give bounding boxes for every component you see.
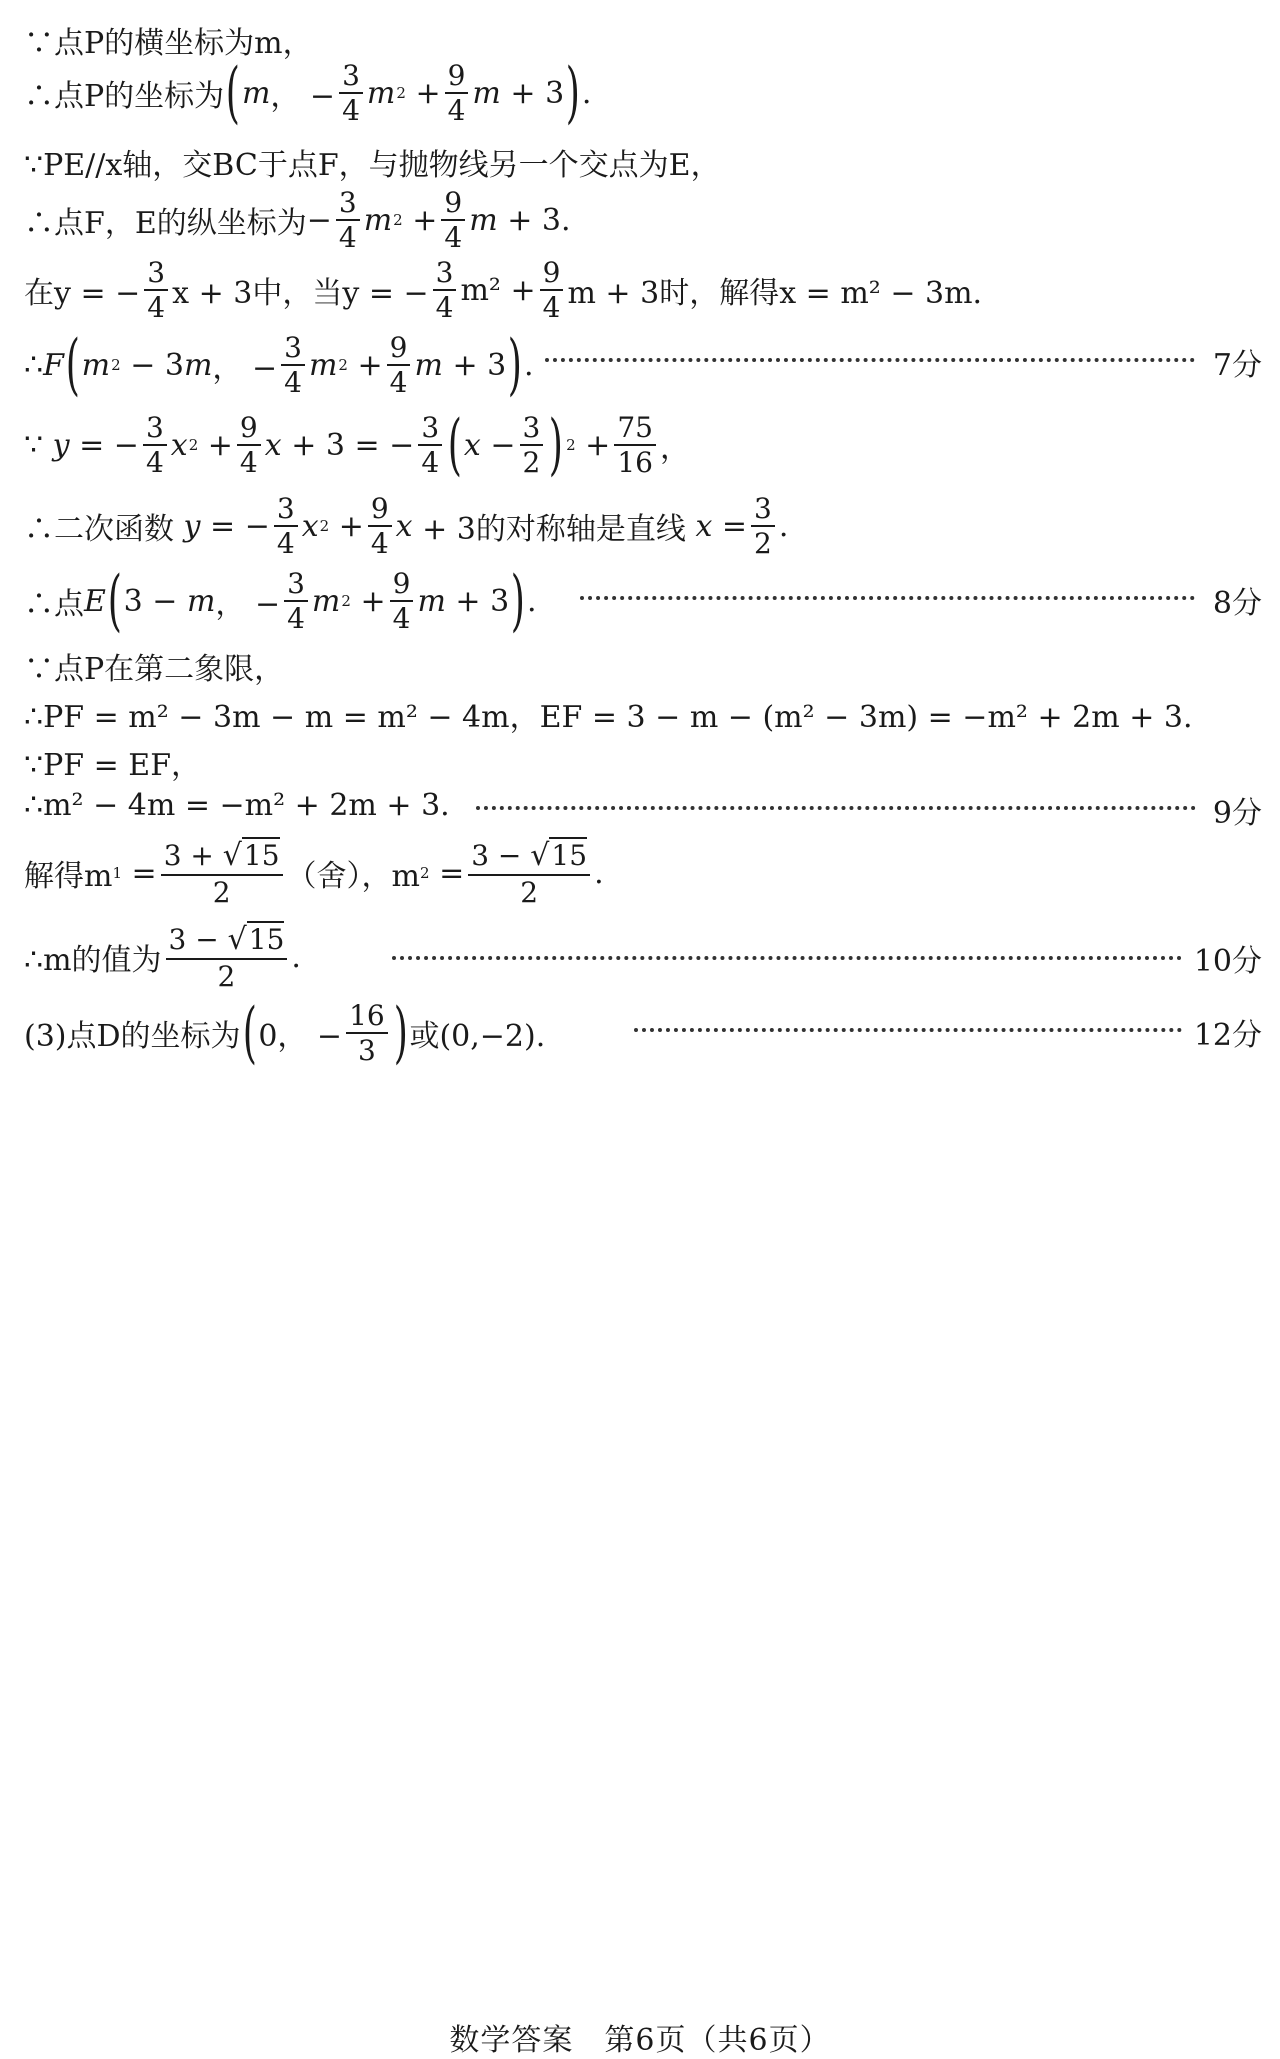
line-text: 解得m bbox=[24, 859, 113, 895]
dotted-leader bbox=[392, 956, 1182, 960]
text-line-9: ∴点 E ( 3 − m ， − $\frac{3}{4}$ m 2 + $\frac{9}{4}$ m + 3 ) . bbox=[24, 562, 537, 639]
line-text: ∴点P的坐标为 bbox=[24, 79, 225, 114]
score-label: 12分 bbox=[1193, 1018, 1262, 1053]
text-line-4: ∴点F，E的纵坐标为 − $\frac{3}{4}$ m 2 + $\frac{9}{4}$ m + 3. bbox=[24, 186, 571, 255]
line-text: ∵点P在第二象限， bbox=[24, 652, 285, 687]
line-text: x + 3中，当y = − bbox=[172, 276, 429, 312]
line-text: ∴m² − 4m = −m² + 2m + 3. bbox=[24, 788, 450, 823]
text-line-7: ∵ y = − $\frac{3}{4}$ x 2 + $\frac{9}{4}$ x + 3 = − $\frac{3}{4}$ ( x − $\frac{3}{2}$ ) 2 + $\frac{75}{16}$ ， bbox=[24, 406, 690, 483]
line-text: m² + bbox=[460, 272, 536, 308]
text-line-1 bbox=[24, 18, 313, 62]
text-line-5: 在y = − $\frac{3}{4}$ x + 3中，当y = − $\frac{3}{4}$ m² + $\frac{9}{4}$ m + 3时，解得x = m² − 3m. bbox=[24, 256, 983, 325]
text-line-11 bbox=[24, 692, 1193, 736]
text-line-2: ∴点P的坐标为 ( m ， − $\frac{3}{4}$ m 2 + $\frac{9}{4}$ m + 3 ) . bbox=[24, 54, 592, 131]
text-line-16: (3)点D的坐标为 ( 0， − $\frac{16}{3}$ ) 或(0,−2). bbox=[24, 994, 546, 1071]
line-text: ∵PF = EF， bbox=[24, 748, 202, 783]
line-text: （舍），m bbox=[286, 859, 420, 895]
line-text: ∵PE//x轴，交BC于点F，与抛物线另一个交点为E， bbox=[24, 148, 721, 183]
score-label: 8分 bbox=[1212, 586, 1262, 621]
text-line-3 bbox=[24, 140, 721, 184]
line-text: 或(0,−2). bbox=[409, 1019, 546, 1054]
line-text: ∴PF = m² − 3m − m = m² − 4m，EF = 3 − m − (m² − 3m) = −m² + 2m + 3. bbox=[24, 700, 1193, 735]
text-line-8: ∴二次函数 y = − $\frac{3}{4}$ x 2 + $\frac{9}{4}$ x + 3的对称轴是直线 x = $\frac{3}{2}$ . bbox=[24, 492, 789, 561]
dotted-leader bbox=[476, 806, 1196, 810]
text-line-6: ∴ F ( m 2 − 3 m ， − $\frac{3}{4}$ m 2 + $\frac{9}{4}$ m + 3 ) . bbox=[24, 326, 534, 403]
text-line-12 bbox=[24, 740, 201, 784]
line-text: 在y = − bbox=[24, 276, 141, 312]
line-text: ∴m的值为 bbox=[24, 943, 162, 979]
line-text: m + 3时，解得x = m² − 3m. bbox=[567, 276, 983, 312]
score-label: 7分 bbox=[1212, 348, 1262, 383]
score-label: 10分 bbox=[1193, 944, 1262, 979]
text-line-15: ∴m的值为 $\frac{3 - √15}{2}$ . bbox=[24, 922, 301, 993]
text-line-13 bbox=[24, 788, 450, 823]
dotted-leader bbox=[545, 358, 1195, 362]
line-text: ∴点F，E的纵坐标为 bbox=[24, 206, 307, 242]
page-footer: 数学答案 第6页（共6页） bbox=[449, 2023, 831, 2058]
dotted-leader bbox=[580, 596, 1195, 600]
line-text: ∵点P的横坐标为m， bbox=[24, 26, 313, 61]
text-line-10 bbox=[24, 644, 284, 688]
line-text: (3)点D的坐标为 bbox=[24, 1019, 241, 1054]
text-line-14: 解得m 1 = $\frac{3 + √15}{2}$ （舍），m 2 = $\frac{3 - √15}{2}$ . bbox=[24, 838, 604, 909]
score-label: 9分 bbox=[1212, 796, 1262, 831]
dotted-leader bbox=[634, 1028, 1182, 1032]
